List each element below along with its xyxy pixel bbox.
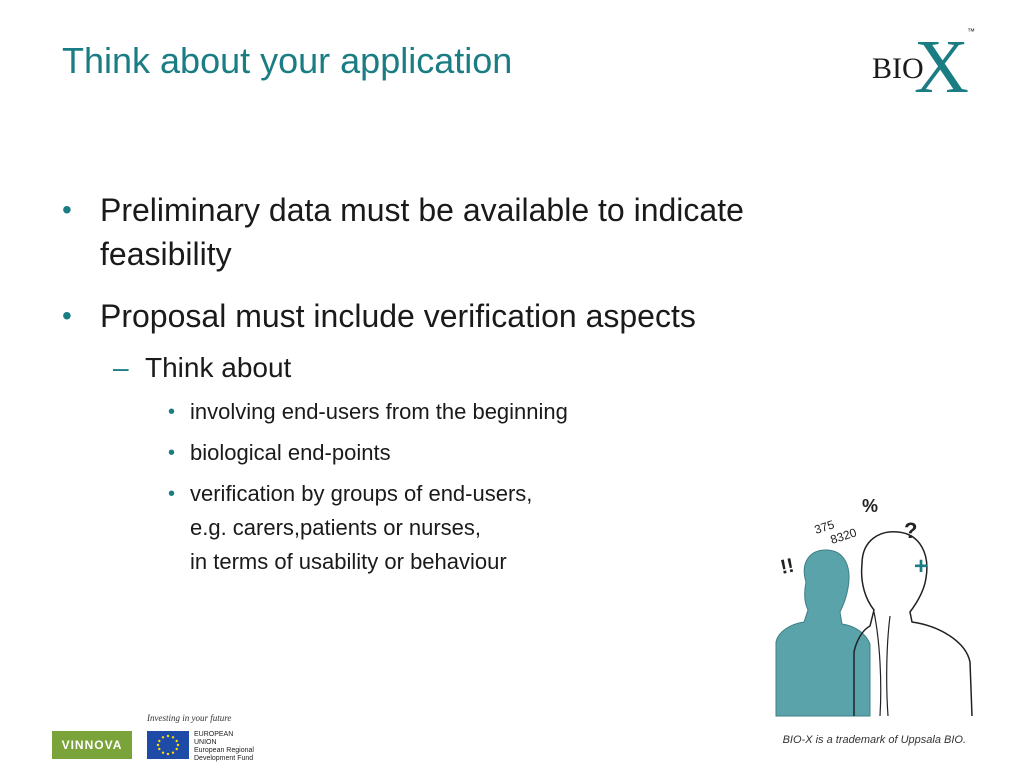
sub-sub-bullet-text: e.g. carers,patients or nurses, — [190, 515, 482, 540]
bullet-dot-icon: • — [168, 401, 176, 423]
bullet-text: Preliminary data must be available to indicate — [100, 192, 744, 228]
bullet-item — [62, 294, 920, 338]
exclamation-scribble: !! — [778, 554, 797, 579]
number-scribble-8320: 8320 — [828, 525, 859, 547]
dash-icon: – — [113, 352, 129, 383]
bullet-text: Proposal must include verification aspects — [100, 298, 696, 334]
eu-flag-icon — [147, 731, 189, 759]
percent-scribble: % — [862, 496, 879, 516]
logo-trademark-symbol: ™ — [967, 27, 975, 36]
sub-sub-bullet-text: involving end-users from the beginning — [190, 399, 568, 424]
slide-title: Think about your application — [62, 40, 513, 81]
sub-sub-bullet-item — [168, 395, 568, 429]
sub-sub-bullet-text: biological end-points — [190, 440, 391, 465]
bullet-dot-icon: • — [62, 300, 72, 331]
sub-sub-bullet-text: in terms of usability or behaviour — [190, 549, 507, 574]
logo-x-text: X — [914, 25, 969, 100]
investing-tagline: Investing in your future — [147, 713, 232, 723]
eu-fund-label: EUROPEAN UNION European Regional Development Fund — [194, 731, 254, 762]
bullet-dot-icon: • — [168, 442, 176, 464]
bullet-text: feasibility — [100, 236, 232, 272]
sub-sub-bullet-text: verification by groups of end-users, — [190, 481, 533, 506]
outline-person-collar — [874, 612, 890, 716]
bullet-item — [62, 188, 920, 276]
logo-bio-text: BIO — [872, 52, 924, 85]
people-illustration — [770, 492, 980, 720]
question-scribble: ? — [904, 518, 918, 543]
bio-x-logo — [870, 22, 980, 100]
sub-sub-bullet-item — [168, 436, 391, 470]
trademark-note: BIO-X is a trademark of Uppsala BIO. — [782, 734, 966, 746]
sub-bullet-item — [113, 350, 292, 386]
number-scribble-375: 375 — [812, 517, 836, 537]
bullet-dot-icon: • — [62, 194, 72, 225]
vinnova-logo: VINNOVA — [52, 731, 132, 759]
sub-sub-bullet-item — [168, 477, 533, 579]
bullet-dot-icon: • — [168, 483, 176, 505]
plus-scribble: + — [914, 553, 929, 580]
sub-bullet-text: Think about — [145, 352, 292, 383]
